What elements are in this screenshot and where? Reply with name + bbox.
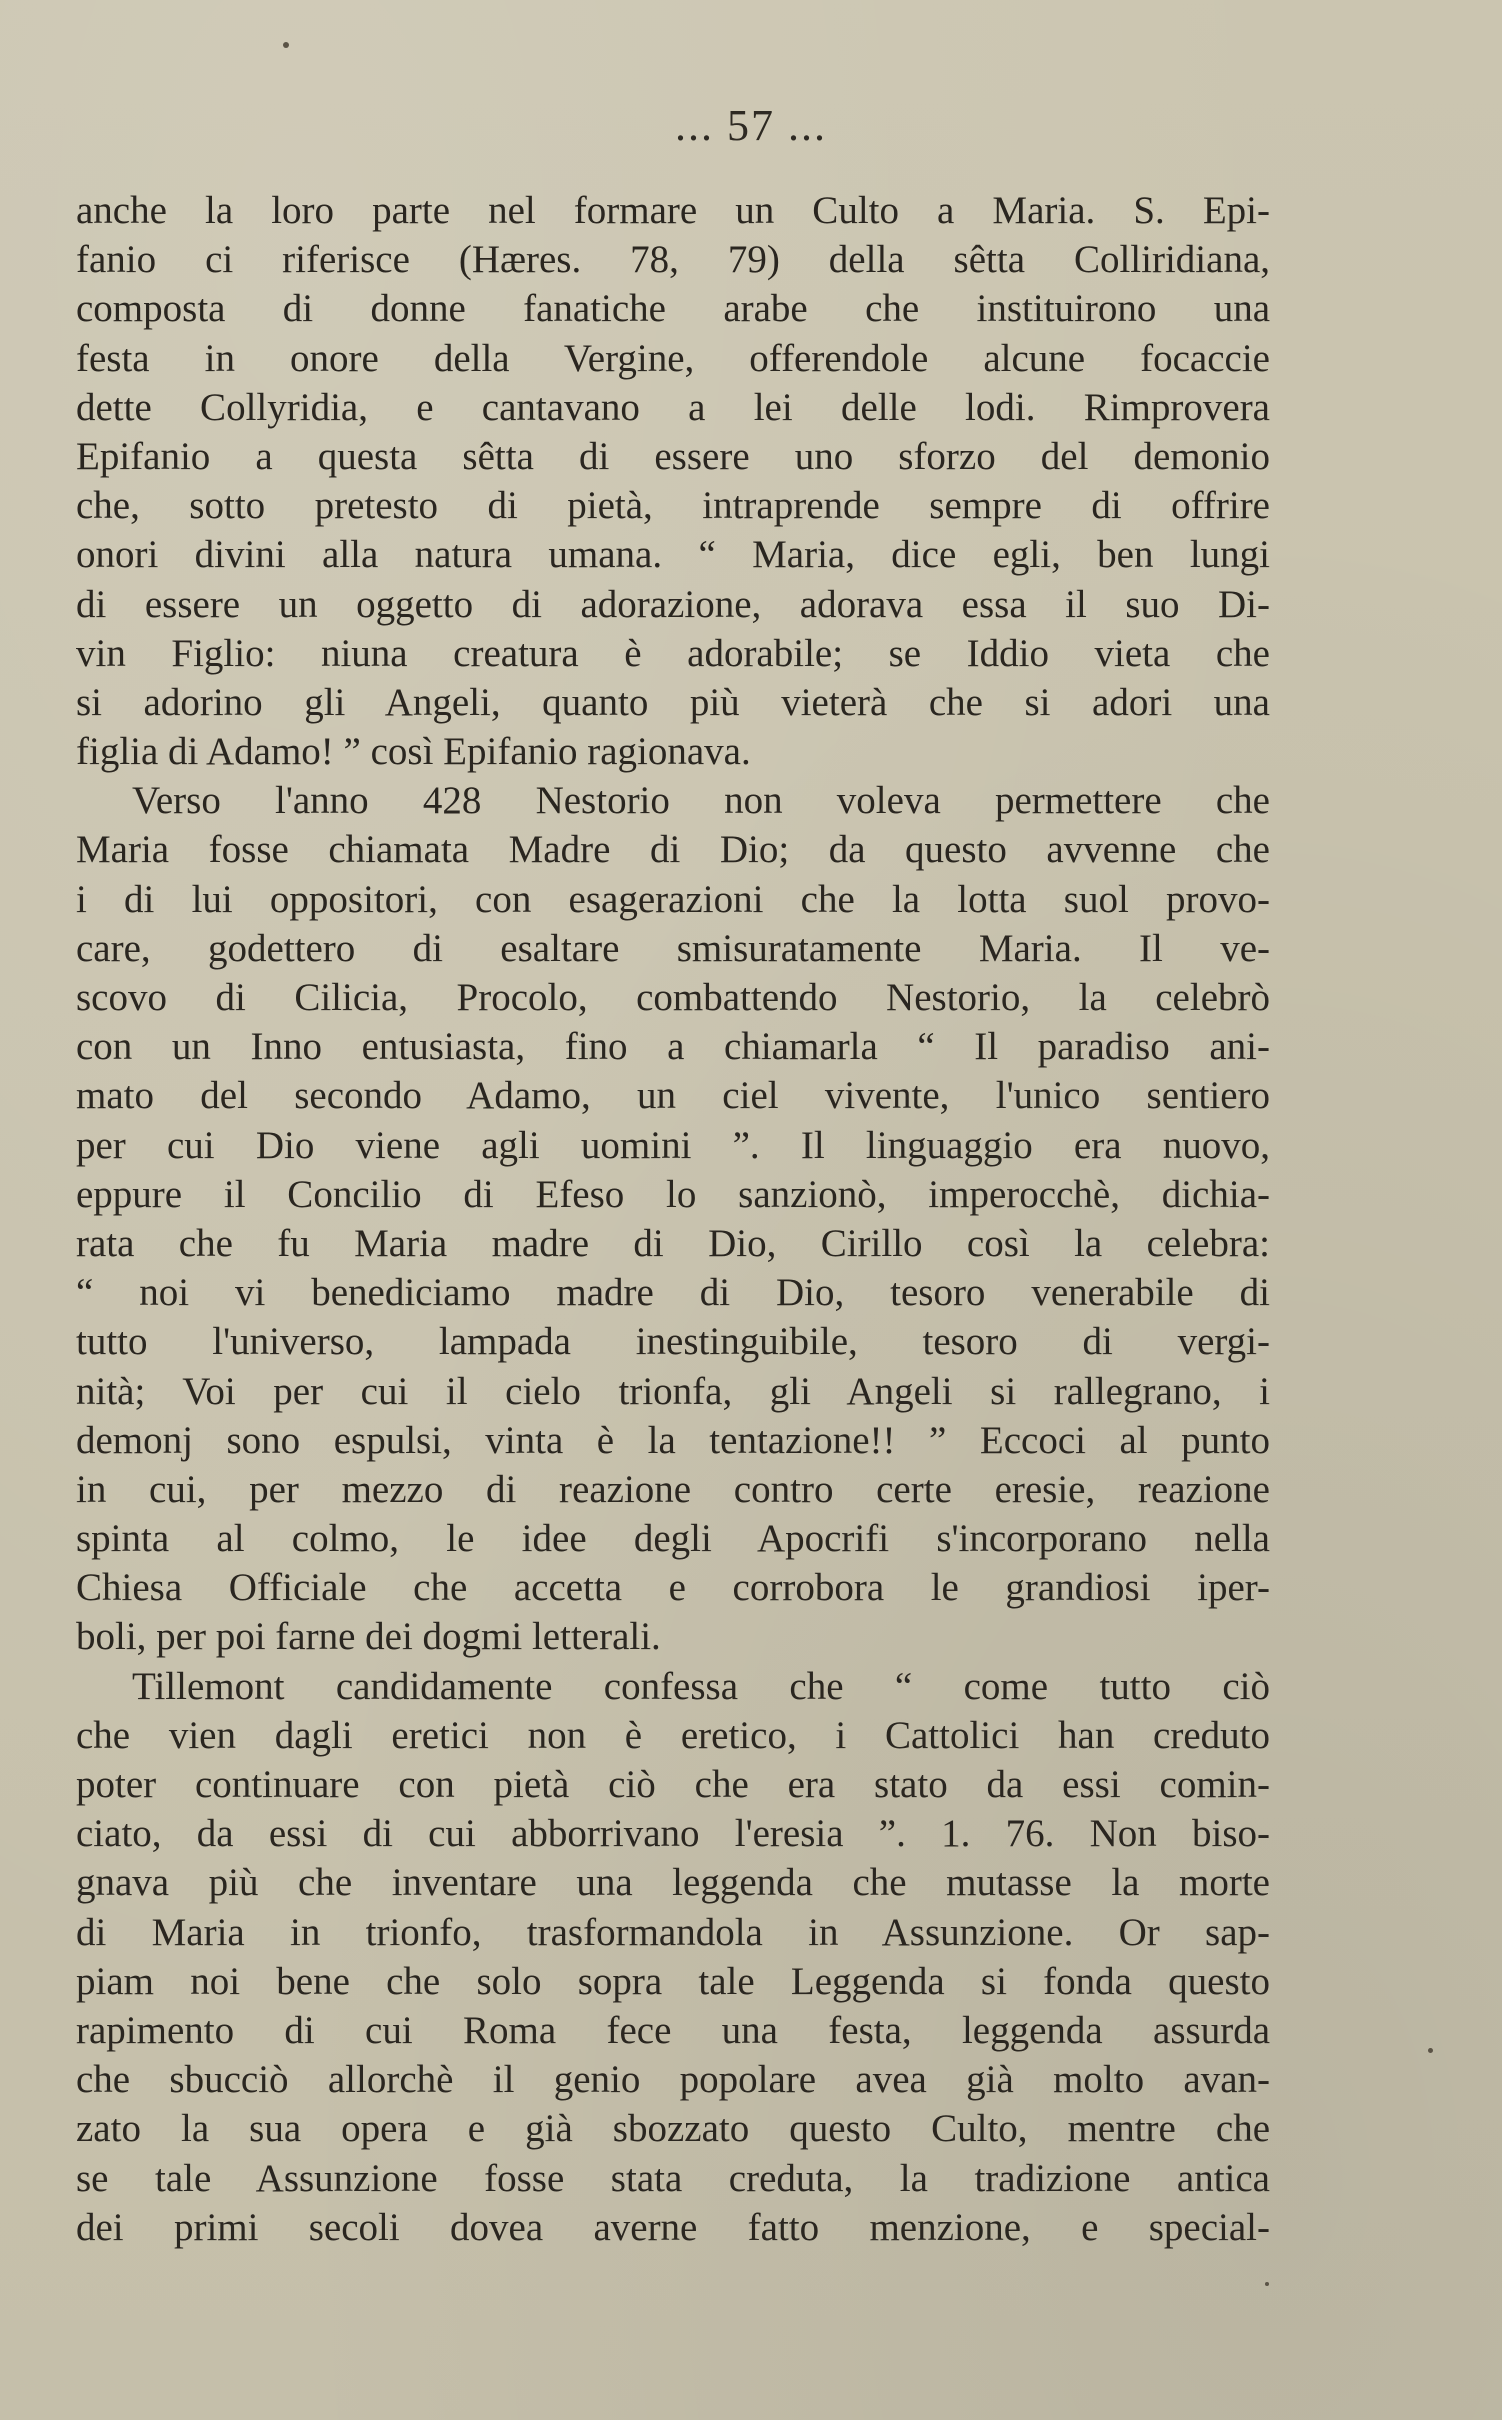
text-line: che vien dagli eretici non è eretico, i Cattolici han creduto: [76, 1713, 1270, 1757]
text-line: “ noi vi benediciamo madre di Dio, tesoro venerabile di: [76, 1271, 1270, 1315]
text-line: dei primi secoli dovea averne fatto menzione, e special-: [76, 2205, 1270, 2249]
text-line: Tillemont candidamente confessa che “ come tutto ciò: [132, 1664, 1270, 1708]
text-line: boli, per poi farne dei dogmi letterali.: [76, 1615, 661, 1659]
text-line: tutto l'universo, lampada inestinguibile, tesoro di vergi-: [76, 1320, 1270, 1364]
text-line: fanio ci riferisce (Hæres. 78, 79) della sêtta Colliridiana,: [76, 238, 1270, 282]
text-line: nità; Voi per cui il cielo trionfa, gli Angeli si rallegrano, i: [76, 1369, 1270, 1413]
body-text: [76, 186, 1270, 2252]
text-line: Verso l'anno 428 Nestorio non voleva permettere che: [132, 779, 1270, 823]
text-line: con un Inno entusiasta, fino a chiamarla “ Il paradiso ani-: [76, 1025, 1270, 1069]
paper-speck: [1428, 2048, 1433, 2053]
text-line: gnava più che inventare una leggenda che mutasse la morte: [76, 1861, 1270, 1905]
text-line: di essere un oggetto di adorazione, adorava essa il suo Di-: [76, 582, 1270, 626]
text-line: dette Collyridia, e cantavano a lei delle lodi. Rimprovera: [76, 385, 1270, 429]
text-line: per cui Dio viene agli uomini ”. Il linguaggio era nuovo,: [76, 1123, 1270, 1167]
text-line: eppure il Concilio di Efeso lo sanzionò, imperocchè, dichia-: [76, 1172, 1270, 1216]
text-line: Chiesa Officiale che accetta e corrobora le grandiosi iper-: [76, 1566, 1270, 1610]
text-line: i di lui oppositori, con esagerazioni che la lotta suol provo-: [76, 877, 1270, 921]
text-line: Maria fosse chiamata Madre di Dio; da questo avvenne che: [76, 828, 1270, 872]
text-line: demonj sono espulsi, vinta è la tentazione!! ” Eccoci al punto: [76, 1418, 1270, 1462]
paper-speck: [283, 42, 289, 48]
text-line: mato del secondo Adamo, un ciel vivente, l'unico sentiero: [76, 1074, 1270, 1118]
text-line: spinta al colmo, le idee degli Apocrifi s'incorporano nella: [76, 1517, 1270, 1561]
text-line: onori divini alla natura umana. “ Maria, dice egli, ben lungi: [76, 533, 1270, 577]
text-line: che, sotto pretesto di pietà, intraprende sempre di offrire: [76, 484, 1270, 528]
text-line: anche la loro parte nel formare un Culto a Maria. S. Epi-: [76, 189, 1270, 232]
text-line: di Maria in trionfo, trasformandola in Assunzione. Or sap-: [76, 1910, 1270, 1954]
text-line: se tale Assunzione fosse stata creduta, la tradizione antica: [76, 2156, 1270, 2200]
text-line: ciato, da essi di cui abborrivano l'eresia ”. 1. 76. Non biso-: [76, 1812, 1270, 1856]
page-number: ... 57 ...: [675, 101, 827, 150]
text-line: care, godettero di esaltare smisuratamente Maria. Il ve-: [76, 926, 1270, 970]
text-line: poter continuare con pietà ciò che era stato da essi comin-: [76, 1763, 1270, 1806]
paper-speck: [1265, 2282, 1269, 2286]
text-line: composta di donne fanatiche arabe che instituirono una: [76, 287, 1270, 331]
text-line: in cui, per mezzo di reazione contro certe eresie, reazione: [76, 1467, 1270, 1511]
text-line: si adorino gli Angeli, quanto più vieterà che si adori una: [76, 680, 1270, 724]
text-line: figlia di Adamo! ” così Epifanio ragionava.: [76, 730, 751, 774]
text-line: vin Figlio: niuna creatura è adorabile; se Iddio vieta che: [76, 631, 1270, 675]
text-line: zato la sua opera e già sbozzato questo Culto, mentre che: [76, 2107, 1270, 2151]
text-line: piam noi bene che solo sopra tale Leggenda si fonda questo: [76, 1959, 1270, 2003]
text-line: festa in onore della Vergine, offerendole alcune focaccie: [76, 336, 1270, 380]
text-line: scovo di Cilicia, Procolo, combattendo Nestorio, la celebrò: [76, 976, 1270, 1019]
text-line: rata che fu Maria madre di Dio, Cirillo così la celebra:: [76, 1221, 1270, 1265]
text-line: che sbucciò allorchè il genio popolare avea già molto avan-: [76, 2058, 1270, 2102]
text-line: Epifanio a questa sêtta di essere uno sforzo del demonio: [76, 434, 1270, 478]
text-line: rapimento di cui Roma fece una festa, leggenda assurda: [76, 2008, 1270, 2052]
